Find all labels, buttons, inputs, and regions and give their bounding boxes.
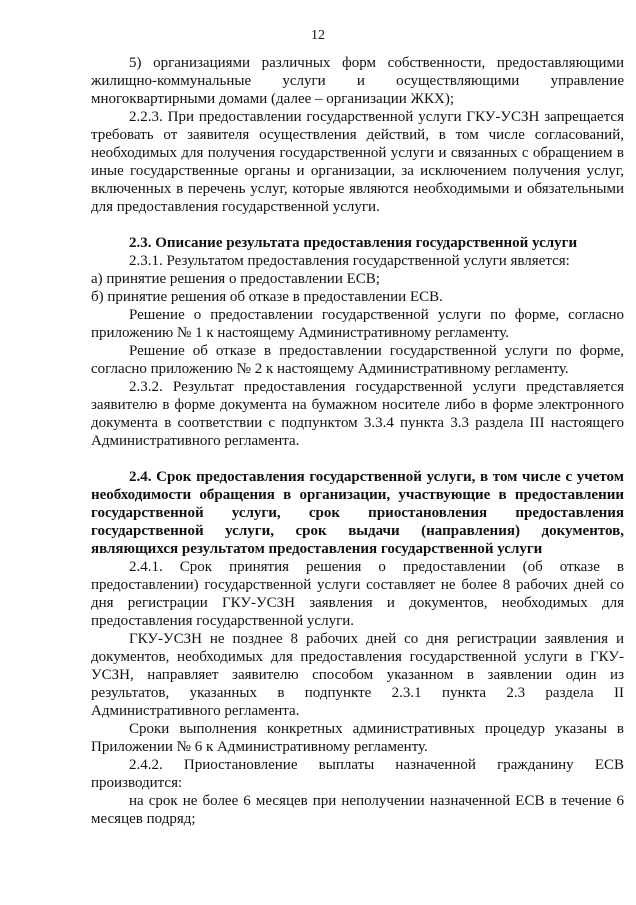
spacer: [91, 216, 624, 234]
paragraph-2-4-2: 2.4.2. Приостановление выплаты назначенной гражданину ЕСВ производится:: [91, 757, 624, 791]
page-number: 12: [311, 28, 325, 43]
paragraph-gku-uszn-deadline: ГКУ-УСЗН не позднее 8 рабочих дней со дня регистрации заявления и документов, необходимых для предоставления государственной услуги в ГКУ-УСЗН, направляет заявителю способом указанном в заявлении один из результатов, указанных в подпункте 2.3.1 пункта 2.3 раздела II Административного регламента.: [91, 631, 624, 719]
paragraph-decision-refusal: Решение об отказе в предоставлении государственной услуги по форме, согласно приложению № 2 к настоящему Административному регламенту.: [91, 343, 624, 377]
spacer: [91, 450, 624, 468]
paragraph-procedure-terms: Сроки выполнения конкретных административных процедур указаны в Приложении № 6 к Административному регламенту.: [91, 721, 624, 755]
heading-2-3: 2.3. Описание результата предоставления государственной услуги: [129, 235, 578, 251]
document-body: [91, 54, 624, 828]
paragraph-2-2-3: 2.2.3. При предоставлении государственной услуги ГКУ-УСЗН запрещается требовать от заявителя осуществления действий, в том числе согласований, необходимых для получения государственной услуги и связанных с обращением в иные государственные органы и организации, за исключением получения услуг, включенных в перечень услуг, которые являются необходимыми и обязательными для предоставления государственной услуги.: [91, 109, 624, 215]
paragraph-decision-grant: Решение о предоставлении государственной услуги по форме, согласно приложению № 1 к настоящему Административному регламенту.: [91, 307, 624, 341]
paragraph-suspension-term: на срок не более 6 месяцев при неполучении назначенной ЕСВ в течение 6 месяцев подряд;: [91, 793, 624, 827]
heading-2-4: 2.4. Срок предоставления государственной услуги, в том числе с учетом необходимости обращения в организации, участвующие в предоставлении государственной услуги, срок приостановления предоставления государственной услуги, срок выдачи (направления) документов, являющихся результатом предоставления государственной услуги: [91, 469, 624, 557]
paragraph-5-zhkh: 5) организациями различных форм собственности, предоставляющими жилищно-коммунальные услуги и осуществляющими управление многоквартирными домами (далее – организации ЖКХ);: [91, 55, 624, 107]
list-item-b: б) принятие решения об отказе в предоставлении ЕСВ.: [91, 289, 443, 305]
paragraph-2-3-2: 2.3.2. Результат предоставления государственной услуги представляется заявителю в форме документа на бумажном носителе либо в форме электронного документа в соответствии с подпунктом 3.3.4 пункта 3.3 раздела III настоящего Административного регламента.: [91, 379, 624, 449]
list-item-a: а) принятие решения о предоставлении ЕСВ;: [91, 271, 380, 287]
paragraph-2-3-1: 2.3.1. Результатом предоставления государственной услуги является:: [129, 253, 570, 269]
paragraph-2-4-1: 2.4.1. Срок принятия решения о предоставлении (об отказе в предоставлении) государственной услуги составляет не более 8 рабочих дней со дня регистрации ГКУ-УСЗН заявления и документов, необходимых для предоставления государственной услуги.: [91, 559, 624, 629]
